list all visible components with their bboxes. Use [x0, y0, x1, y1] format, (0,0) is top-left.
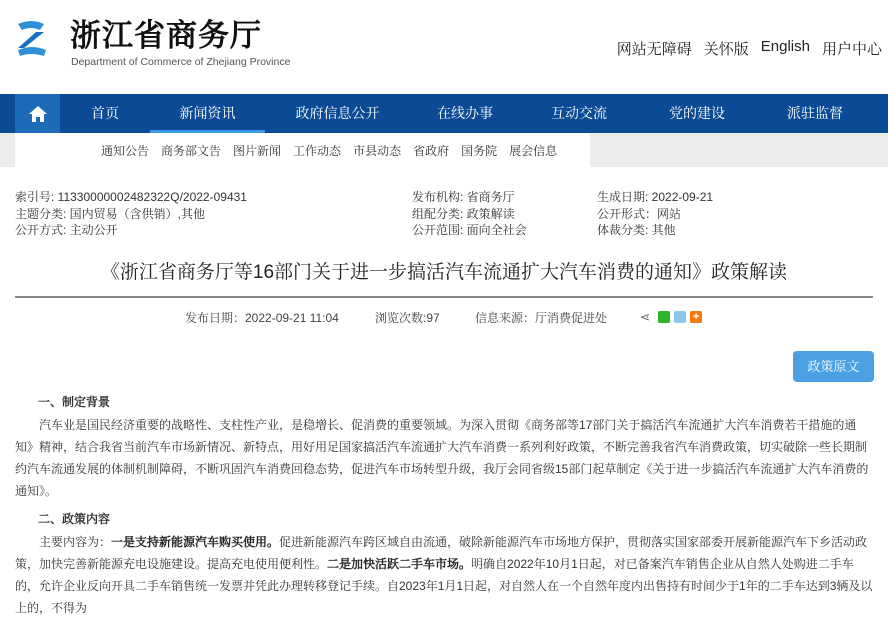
- home-icon: [28, 105, 48, 123]
- subnav-state-council[interactable]: 国务院: [461, 143, 498, 158]
- disclosure-form: 公开形式：网站: [597, 206, 682, 221]
- logo-icon: [14, 18, 48, 58]
- topic-category: 主题分类: 国内贸易（含供销）,其他: [15, 206, 206, 221]
- disclosure-scope: 公开范围: 面向全社会: [412, 223, 527, 237]
- section-heading-content: 二、政策内容: [38, 512, 111, 526]
- site-subtitle: Department of Commerce of Zhejiang Province: [71, 56, 291, 68]
- main-nav: [0, 94, 888, 133]
- publish-info: [185, 309, 607, 326]
- accessibility-link[interactable]: 网站无障碍: [616, 41, 692, 58]
- care-version-link[interactable]: 关怀版: [703, 41, 749, 58]
- weibo-icon[interactable]: [674, 311, 686, 323]
- category: 组配分类: 政策解读: [412, 206, 515, 221]
- generated-date: 生成日期: 2022-09-21: [597, 190, 714, 204]
- article-title: 《浙江省商务厅等16部门关于进一步搞活汽车流通扩大汽车消费的通知》政策解读: [100, 262, 788, 283]
- subnav-exhibitions[interactable]: 展会信息: [509, 143, 558, 158]
- nav-party[interactable]: 党的建设: [669, 105, 725, 121]
- index-number: 索引号: 11330000002482322Q/2022-09431: [15, 190, 247, 204]
- top-links: [617, 38, 882, 59]
- subnav-work-news[interactable]: 工作动态: [293, 143, 342, 158]
- wechat-icon[interactable]: [658, 311, 670, 323]
- meta-col-1: [15, 189, 247, 239]
- subnav-mofcom[interactable]: 商务部文告: [161, 143, 222, 158]
- user-center-link[interactable]: 用户中心: [821, 41, 882, 58]
- meta-col-3: [597, 189, 713, 239]
- nav-supervision[interactable]: 派驻监督: [787, 105, 843, 121]
- article-body: [15, 391, 873, 625]
- info-source: 信息来源：厅消费促进处: [475, 311, 608, 325]
- nav-news[interactable]: 新闻资讯: [150, 94, 265, 133]
- original-policy-button[interactable]: 政策原文: [793, 351, 874, 382]
- nav-online-service[interactable]: 在线办事: [437, 105, 493, 121]
- subnav-photo-news[interactable]: 图片新闻: [233, 143, 282, 158]
- nav-home[interactable]: 首页: [91, 105, 119, 121]
- share-bar: [640, 310, 702, 324]
- bold-point-2: 二是加快活跃二手车市场。: [327, 557, 472, 571]
- section-heading-background: 一、制定背景: [38, 395, 111, 409]
- paragraph-content: [15, 531, 873, 619]
- text: 主要内容为：: [39, 535, 112, 549]
- divider: [15, 296, 873, 298]
- nav-gov-info[interactable]: 政府信息公开: [295, 105, 380, 121]
- site-title: 浙江省商务厅: [70, 18, 262, 54]
- publish-date: 发布日期：2022-09-21 11:04: [185, 311, 339, 325]
- genre: 体裁分类: 其他: [597, 223, 676, 237]
- share-icon[interactable]: ⋖: [640, 310, 651, 324]
- meta-col-2: [412, 189, 527, 239]
- bold-point-1: 一是支持新能源汽车购买使用。: [111, 535, 280, 549]
- home-button[interactable]: [15, 94, 60, 133]
- view-count: 浏览次数:97: [375, 311, 440, 325]
- text: 明确自2022年10月1日起，对已备案汽车销售企业从自然人处购进二手车的，允许企业反向开具二手车销售统一发票并凭此办理转移登记手续。自2023年1月1日起，对自然人在一个自然年度内出售持有时间少于1年的二手车达到3辆及以上的，不得为: [15, 557, 873, 615]
- subnav-province[interactable]: 省政府: [413, 143, 450, 158]
- subnav: [15, 133, 590, 167]
- disclosure-way: 公开方式: 主动公开: [15, 223, 118, 237]
- paragraph-background: 汽车业是国民经济重要的战略性、支柱性产业，是稳增长、促消费的重要领域。为深入贯彻《商务部等17部门关于搞活汽车流通扩大汽车消费若干措施的通知》精神，结合我省当前汽车市场新情况、新特点，用好用足国家搞活汽车流通扩大汽车消费一系列利好政策，不断完善我省汽车消费政策，切实破除一些长期制约汽车流通发展的体制机制障碍，不断巩固汽车消费回稳态势，促进汽车市场转型升级，我厅会同省级15部门起草制定《关于进一步搞活汽车流通扩大汽车消费的通知》。: [15, 418, 869, 498]
- subnav-city-news[interactable]: 市县动态: [353, 143, 402, 158]
- text: 促进新能源汽车跨区域自由流通，破除新能源汽车市场地方保护，贯彻落实国家部委开展新能源汽车下乡活动政策，加快完善新能源充电设施建设。提高充电使用便利性。: [15, 535, 868, 571]
- subnav-notices[interactable]: 通知公告: [101, 143, 150, 158]
- english-link[interactable]: English: [760, 38, 810, 55]
- nav-interaction[interactable]: 互动交流: [551, 105, 607, 121]
- more-share-icon[interactable]: +: [690, 311, 702, 323]
- publisher: 发布机构: 省商务厅: [412, 190, 515, 204]
